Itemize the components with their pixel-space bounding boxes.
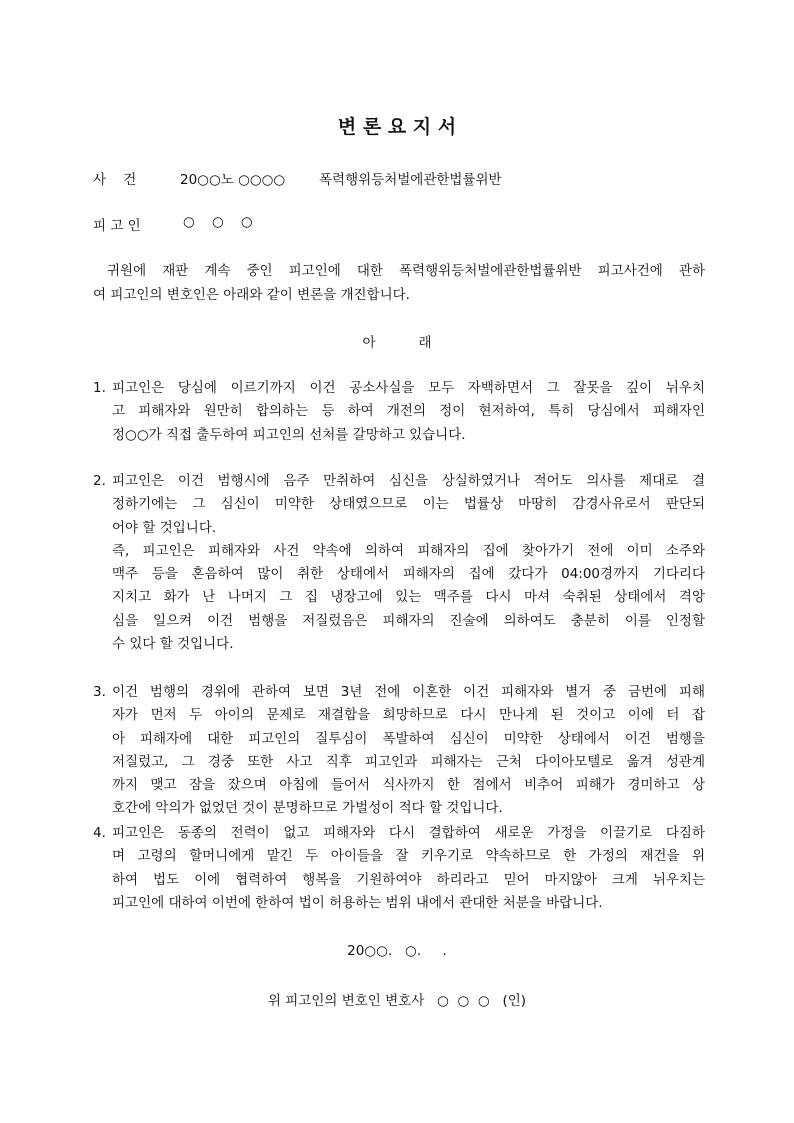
item-line: 지치고 화가 난 나머지 그 집 냉장고에 있는 맥주를 다시 마셔 숙취된 상태에서 격앙 — [112, 589, 705, 606]
defendant-name: ○ ○ ○ — [183, 214, 253, 230]
item-line: 즉, 피고인은 피해자와 사건 약속에 의하여 피해자의 집에 찾아가기 전에 이미 소주와 — [112, 542, 705, 559]
item-line: 자가 먼저 두 아이의 문제로 재결합을 희망하므로 다시 만나게 된 것이고 이에 터 잡 — [112, 707, 705, 724]
document-title: 변 론 요 지 서 — [337, 116, 457, 138]
item-number: 3. — [93, 684, 106, 700]
item-line: 피고인은 당심에 이르기까지 이건 공소사실을 모두 자백하면서 그 잘못을 깊이 뉘우치 — [112, 380, 705, 396]
case-number: 20○○노 ○○○○ — [180, 172, 286, 188]
item-line: 어야 할 것입니다. — [112, 519, 217, 536]
section-heading: 아 래 — [362, 335, 432, 351]
case-label: 사 건 — [93, 172, 137, 188]
item-line: 피고인은 이건 범행시에 음주 만취하여 심신을 상실하였거나 적어도 의사를 제대로 결 — [112, 473, 705, 489]
item-line: 아 피해자에 대한 피고인의 질투심이 폭발하여 심신이 미약한 상태에서 이건 범행을 — [112, 730, 705, 747]
item-line: 고 피해자와 원만히 합의하는 등 하여 개전의 정이 현저하여, 특히 당심에서 피해자인 — [112, 403, 705, 420]
item-number: 1. — [93, 380, 106, 396]
case-charge: 폭력행위등처벌에관한법률위반 — [319, 172, 502, 188]
document-date: 20○○. ○. . — [347, 943, 447, 959]
item-line: 까지 맺고 잠을 잤으며 아침에 들어서 식사까지 한 점에서 비추어 피해가 경미하고 상 — [112, 777, 705, 794]
item-line: 호간에 악의가 없었던 것이 분명하므로 가벌성이 적다 할 것입니다. — [112, 800, 503, 817]
item-line: 수 있다 할 것입니다. — [112, 636, 234, 653]
intro-line: 귀원에 재판 계속 중인 피고인에 대한 폭력행위등처벌에관한법률위반 피고사건에 관하 — [107, 263, 705, 279]
signature-line: 위 피고인의 변호인 변호사 ○ ○ ○ (인) — [267, 993, 527, 1009]
item-number: 2. — [93, 473, 106, 489]
item-line: 정하기에는 그 심신이 미약한 상태였으므로 이는 법률상 마땅히 감경사유로서 판단되 — [112, 496, 705, 513]
item-number: 4. — [93, 825, 106, 841]
item-line: 하여 법도 이에 협력하여 행복을 기원하여야 하리라고 믿어 마지않아 크게 뉘우치는 — [112, 871, 705, 888]
item-line: 피고인에 대하여 이번에 한하여 법이 허용하는 범위 내에서 관대한 처분을 바랍니다. — [112, 894, 603, 911]
defendant-label: 피 고 인 — [93, 218, 141, 234]
item-line: 심을 일으켜 이건 범행을 저질렀음은 피해자의 진술에 의하여도 충분히 이를 인정할 — [112, 612, 705, 629]
item-line: 맥주 등을 혼음하여 많이 취한 상태에서 피해자의 집에 갔다가 04:00경까지 기다리다 — [112, 566, 705, 583]
intro-paragraph — [93, 260, 705, 307]
item-line: 이건 범행의 경위에 관하여 보면 3년 전에 이혼한 이건 피해자와 별거 중 금번에 피해 — [112, 684, 705, 700]
intro-line: 여 피고인의 변호인은 아래와 같이 변론을 개진합니다. — [93, 286, 410, 303]
item-line: 저질렀고, 그 경중 또한 사고 직후 피고인과 피해자는 근처 다이아모텔로 옮겨 성관계 — [112, 753, 705, 770]
item-line: 피고인은 동종의 전력이 없고 피해자와 다시 결합하여 새로운 가정을 이끌기로 다짐하 — [112, 825, 705, 841]
item-line: 정○○가 직접 출두하여 피고인의 선처를 갈망하고 있습니다. — [112, 426, 466, 443]
case-row — [93, 168, 502, 188]
defendant-row — [93, 214, 253, 234]
item-line: 며 고령의 할머니에게 맡긴 두 아이들을 잘 키우기로 약속하므로 한 가정의 재건을 위 — [112, 848, 705, 865]
